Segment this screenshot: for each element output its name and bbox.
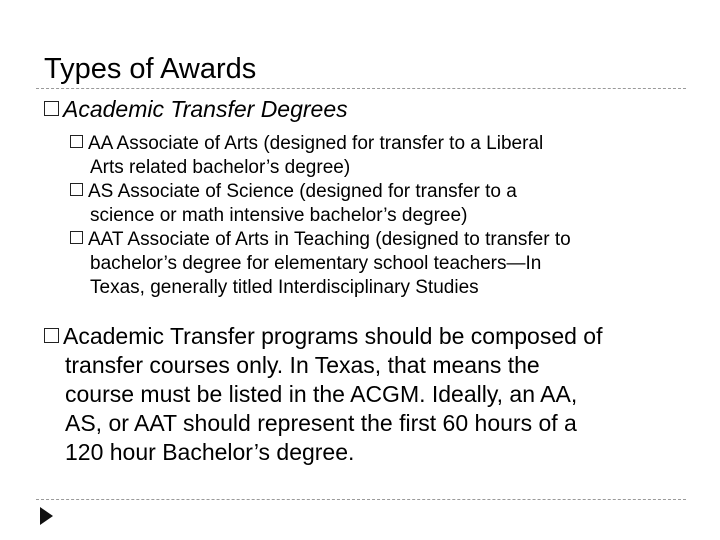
paragraph-line: transfer courses only. In Texas, that means the <box>65 352 540 378</box>
bottom-divider <box>36 499 686 500</box>
list-item-as <box>70 180 690 228</box>
square-bullet-icon <box>70 135 83 148</box>
bullet-transfer-programs <box>44 322 694 467</box>
degree-list <box>70 132 690 300</box>
list-item-line <box>70 132 690 156</box>
list-item-text: AA Associate of Arts (designed for transfer to a Liberal <box>88 133 544 154</box>
bullet-heading-text: Academic Transfer Degrees <box>63 96 348 122</box>
list-item-aat <box>70 228 690 300</box>
list-item-line: bachelor’s degree for elementary school teachers—In <box>90 253 542 274</box>
paragraph-line: course must be listed in the ACGM. Ideally, an AA, <box>65 381 578 407</box>
list-item-line <box>70 180 690 204</box>
list-item-text: AAT Associate of Arts in Teaching (designed to transfer to <box>88 229 571 250</box>
square-bullet-icon <box>70 231 83 244</box>
paragraph-line <box>44 322 694 351</box>
list-item-aa <box>70 132 690 180</box>
paragraph-line: AS, or AAT should represent the first 60 hours of a <box>65 410 577 436</box>
list-item-line: science or math intensive bachelor’s degree) <box>90 205 468 226</box>
paragraph-line: 120 hour Bachelor’s degree. <box>65 439 355 465</box>
list-item-line: Arts related bachelor’s degree) <box>90 157 351 178</box>
top-divider <box>36 88 686 89</box>
list-item-line <box>70 228 690 252</box>
paragraph-text: Academic Transfer programs should be composed of <box>63 323 603 349</box>
square-bullet-icon <box>70 183 83 196</box>
next-slide-icon[interactable] <box>40 507 53 525</box>
bullet-academic-transfer-degrees <box>44 95 694 124</box>
square-bullet-icon <box>44 101 59 116</box>
slide-title: Types of Awards <box>44 53 257 85</box>
square-bullet-icon <box>44 328 59 343</box>
list-item-line: Texas, generally titled Interdisciplinary Studies <box>90 277 479 298</box>
list-item-text: AS Associate of Science (designed for transfer to a <box>88 181 517 202</box>
